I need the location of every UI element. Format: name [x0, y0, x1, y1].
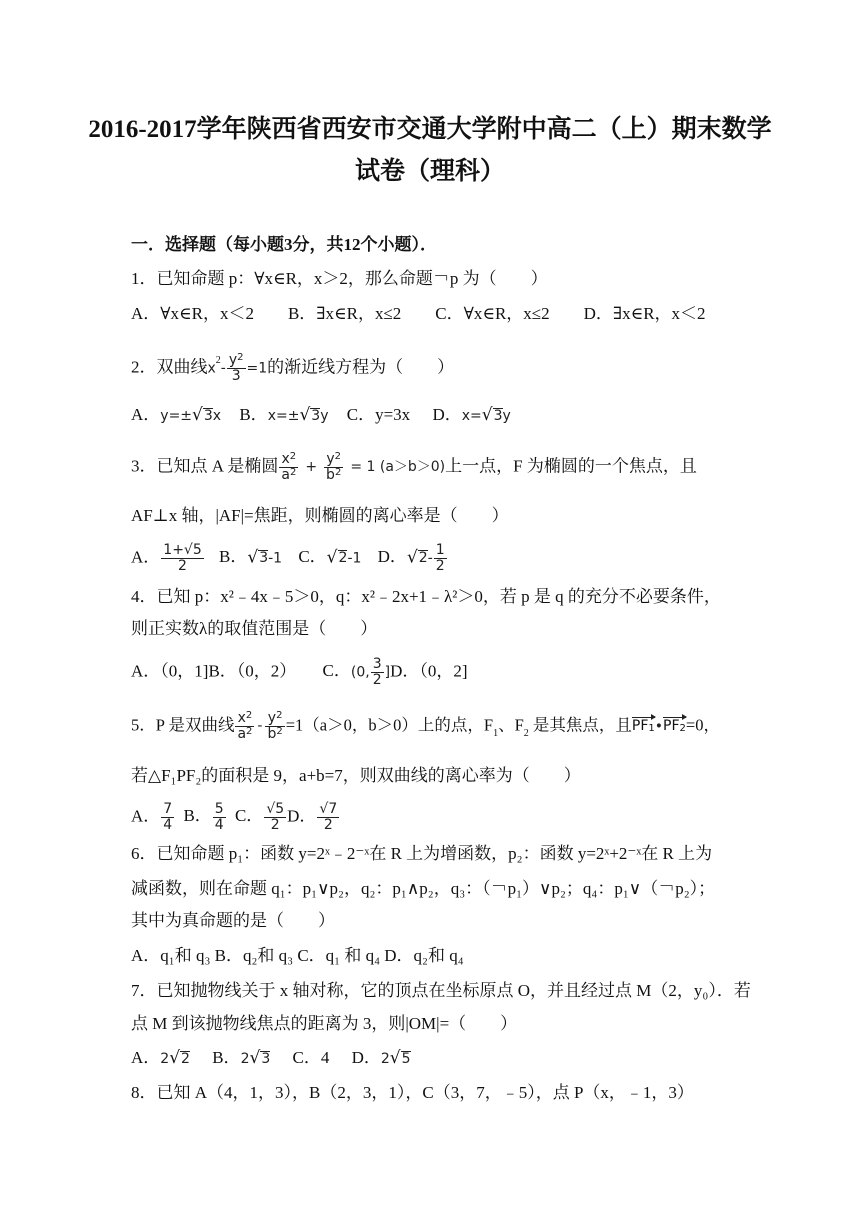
q5-sub1: 1 — [493, 728, 499, 739]
q5-optC-label: C． — [234, 806, 264, 826]
q3-f2-num: y — [326, 451, 335, 467]
q5-minus: - — [257, 718, 263, 735]
q2-optB-pre: x=± — [267, 408, 300, 424]
question-3-options — [131, 543, 448, 574]
q5-f1-den-exp: 2 — [246, 726, 253, 737]
q3-fraction-1 — [279, 452, 298, 483]
q3-optB-rad: 3 — [259, 550, 269, 567]
q2-optA-label: A． — [131, 405, 161, 424]
q5-fraction-1 — [235, 711, 254, 742]
question-3-line2: AF⊥x 轴，|AF|=焦距，则椭圆的离心率是（ ） — [131, 506, 509, 525]
question-7-options — [131, 1047, 411, 1070]
question-5-line2: 若△F₁PF₂的面积是 9，a+b=7，则双曲线的离心率为（ ） — [131, 766, 581, 785]
question-4-line2: 则正实数λ的取值范围是（ ） — [131, 619, 378, 638]
q5-optD-label: D． — [287, 806, 317, 826]
question-2-stem — [131, 353, 454, 384]
q3-f1-num-exp: 2 — [289, 451, 297, 462]
q2-suffix: 的渐近线方程为（ ） — [267, 357, 455, 377]
q5-optC-num: √5 — [266, 801, 285, 817]
q2-optA-rad: 3 — [203, 408, 213, 424]
sqrt-icon: √ — [299, 405, 311, 425]
q5-v1: PF — [631, 718, 649, 735]
question-7-line1: 7．已知抛物线关于 x 轴对称，它的顶点在坐标原点 O，并且经过点 M（2，y₀）．若 — [131, 981, 751, 1000]
q3-optD-label: D． — [377, 547, 407, 567]
q4-optC-num: 3 — [372, 656, 382, 672]
q2-optA-pre: y=± — [160, 408, 193, 424]
question-6-line2: 减函数，则在命题 q₁：p₁∨p₂，q₂：p₁∧p₂，q₃：（￢p₁）∨p₂；q₄：p₁∨（￢p₂）； — [131, 879, 716, 898]
q5-optD-num: √7 — [319, 801, 338, 817]
sqrt-icon: √ — [192, 405, 203, 425]
q2-eq-x-exp: 2 — [215, 355, 221, 366]
q5-mid: =1（a＞0，b＞0）上的点，F — [285, 715, 494, 735]
q3-f2-den: b — [326, 467, 335, 483]
section-heading: 一．选择题（每小题3分，共12个小题）． — [131, 235, 437, 254]
q5-dot: • — [654, 718, 664, 735]
q3-f1-den-exp: 2 — [289, 467, 297, 478]
q2-optD-pre: x= — [461, 408, 482, 424]
q5-v2-sub: 2 — [679, 723, 686, 735]
q5-optA-label: A． — [131, 806, 161, 826]
q5-v1-sub: 1 — [648, 723, 655, 735]
q7-optC: C．4 — [292, 1048, 330, 1067]
sqrt-icon: √ — [389, 1048, 401, 1068]
sqrt-icon: √ — [247, 547, 259, 568]
q3-optC-rad: 2 — [338, 550, 348, 567]
q3-optA-num: 1+√5 — [163, 542, 202, 558]
q3-f2-den-exp: 2 — [334, 467, 342, 478]
page-title-line2: 试卷（理科） — [354, 158, 505, 185]
q5-f1-num-exp: 2 — [245, 710, 253, 721]
q2-prefix: 2．双曲线 — [131, 357, 208, 377]
sqrt-icon: √ — [481, 405, 493, 425]
q2-optB-rad: 3 — [311, 408, 321, 424]
q3-optA-label: A． — [131, 547, 161, 567]
q5-optC-fraction — [264, 802, 286, 833]
q5-f1-den: a — [237, 726, 247, 742]
q2-frac-den: 3 — [231, 368, 241, 384]
question-4-options — [131, 657, 468, 688]
q2-frac-num-exp: 2 — [237, 352, 244, 363]
q2-minus: - — [220, 360, 226, 377]
q4-optC-label: C． — [322, 661, 351, 681]
q3-optA-den: 2 — [178, 558, 187, 574]
sqrt-icon: √ — [169, 1048, 181, 1068]
question-6-line1: 6．已知命题 p₁：函数 y=2ˣ﹣2⁻ˣ在 R 上为增函数，p₂：函数 y=2ˣ+2⁻ˣ在 R 上为 — [131, 844, 713, 863]
q5-optB-fraction — [213, 802, 226, 833]
q5-optD-den: 2 — [323, 817, 333, 833]
question-6-line3: 其中为真命题的是（ ） — [131, 911, 335, 930]
q5-optB-num: 5 — [214, 801, 224, 817]
sqrt-icon: √ — [249, 1048, 261, 1068]
q3-plus: + — [305, 459, 318, 476]
q5-optD-fraction — [317, 802, 339, 833]
question-1-stem: 1．已知命题 p：∀x∈R，x＞2，那么命题￢p 为（ ） — [131, 269, 548, 288]
q3-f1-den: a — [281, 467, 290, 483]
question-8-line1: 8．已知 A（4，1，3），B（2，3，1），C（3，7，﹣5），点 P（x，﹣1，3） — [131, 1083, 694, 1102]
q4-optD: D．（0，2] — [390, 661, 468, 681]
q5-f2-num: y — [267, 710, 277, 726]
q5-v2: PF — [663, 718, 680, 735]
q3-f1-num: x — [281, 451, 290, 467]
q2-eq-x: x — [207, 360, 216, 377]
q3-optB-post: -1 — [268, 550, 283, 567]
q5-optC-den: 2 — [270, 817, 280, 833]
q2-optC: C．y=3x — [346, 405, 411, 424]
q3-optA-fraction — [161, 543, 203, 574]
q3-f2-num-exp: 2 — [334, 451, 342, 462]
q5-f2-den-exp: 2 — [276, 726, 283, 737]
q4-optC-pre: (0, — [350, 664, 370, 681]
q4-optB: B．（0，2） — [208, 661, 297, 681]
q5-prefix: 5．P 是双曲线 — [131, 715, 235, 735]
page-title: 2016-2017学年陕西省西安市交通大学附中高二（上）期末数学 — [88, 116, 772, 143]
q5-optA-fraction — [161, 802, 174, 833]
q5-optB-label: B． — [183, 806, 212, 826]
sqrt-icon: √ — [326, 547, 338, 568]
sqrt-icon: √ — [406, 547, 418, 568]
q3-optD-num: 1 — [435, 542, 445, 558]
q7-optD-label: D． — [351, 1048, 381, 1067]
q3-prefix: 3．已知点 A 是椭圆 — [131, 456, 279, 476]
question-6-options: A．q₁和 q₃ B．q₂和 q₃ C．q₁ 和 q₄ D．q₂和 q₄ — [131, 946, 464, 965]
q4-optC-fraction — [371, 657, 384, 688]
q7-optB-rad: 3 — [261, 1051, 271, 1067]
q2-frac-num: y — [228, 352, 238, 368]
q2-optD-post: y — [502, 408, 511, 424]
q7-optA-pre: 2 — [160, 1051, 170, 1067]
q2-optD-rad: 3 — [493, 408, 503, 424]
q7-optB-pre: 2 — [240, 1051, 250, 1067]
question-4-line1: 4．已知 p：x²﹣4x﹣5＞0，q：x²﹣2x+1﹣λ²＞0，若 p 是 q 的充分不必要条件， — [131, 587, 721, 606]
q3-optC-label: C． — [298, 547, 327, 567]
question-5-options — [131, 802, 340, 833]
q5-end: =0， — [685, 715, 720, 735]
q3-optC-post: -1 — [347, 550, 362, 567]
q5-fraction-2 — [265, 711, 284, 742]
q5-sub2: 2 — [523, 728, 529, 739]
q3-optB-label: B． — [219, 547, 248, 567]
q7-optD-rad: 5 — [401, 1051, 411, 1067]
q5-f2-num-exp: 2 — [276, 710, 283, 721]
q5-mid2: 、F — [498, 715, 524, 735]
q5-f2-den: b — [267, 726, 277, 742]
q5-optB-den: 4 — [214, 817, 224, 833]
q5-vector-pf2 — [663, 717, 686, 734]
q5-mid3: 是其焦点，且 — [528, 715, 632, 735]
q2-fraction — [227, 353, 246, 384]
q7-optA-rad: 2 — [181, 1051, 190, 1067]
q5-f1-num: x — [237, 710, 246, 726]
q3-optD-rad: 2 — [418, 550, 428, 567]
q3-condition: = 1 (a＞b＞0) — [350, 459, 446, 476]
q2-optB-label: B． — [239, 405, 268, 424]
question-3-stem — [131, 452, 697, 483]
q2-optA-post: x — [212, 408, 222, 424]
q7-optD-pre: 2 — [380, 1051, 390, 1067]
q2-optB-post: y — [320, 408, 329, 424]
q3-fraction-2 — [324, 452, 343, 483]
question-1-options: A．∀x∈R，x＜2 B．∃x∈R，x≤2 C．∀x∈R，x≤2 D．∃x∈R，x＜2 — [131, 304, 706, 323]
q3-optD-minus: - — [427, 550, 433, 567]
q3-suffix: 上一点，F 为椭圆的一个焦点，且 — [445, 456, 697, 476]
q2-optD-label: D． — [432, 405, 462, 424]
q4-optA: A．（0，1] — [131, 661, 209, 681]
q7-optB-label: B． — [212, 1048, 241, 1067]
q4-optC-post: ] — [384, 664, 391, 681]
q2-rhs: =1 — [246, 360, 268, 377]
q3-optD-fraction — [434, 543, 447, 574]
question-5-stem — [131, 711, 720, 742]
q3-optD-den: 2 — [435, 558, 445, 574]
q5-optA-den: 4 — [163, 817, 173, 833]
q5-optA-num: 7 — [163, 801, 173, 817]
q4-optC-den: 2 — [372, 672, 382, 688]
q5-vector-pf1 — [632, 717, 655, 734]
question-7-line2: 点 M 到该抛物线焦点的距离为 3，则|OM|=（ ） — [131, 1014, 518, 1033]
q7-optA-label: A． — [131, 1048, 161, 1067]
question-2-options — [131, 404, 511, 427]
